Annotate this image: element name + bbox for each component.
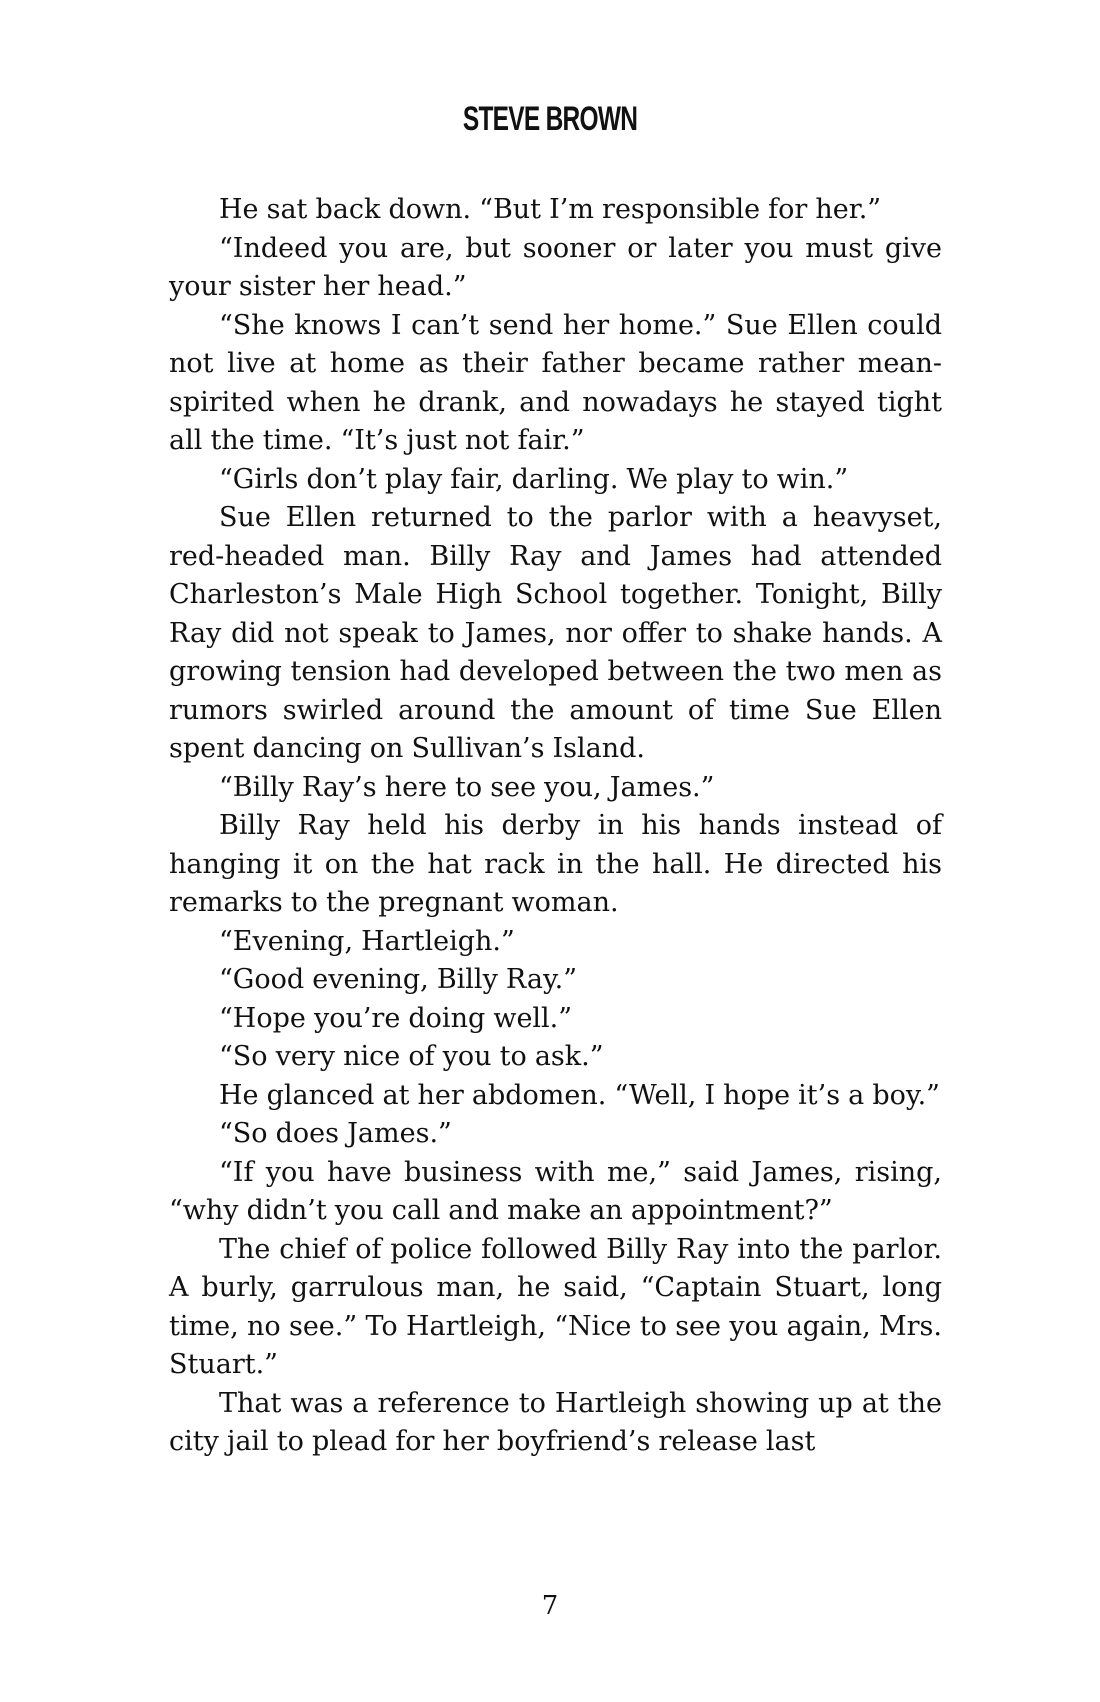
running-header: STEVE BROWN	[462, 100, 638, 138]
paragraph: “Girls don’t play fair, darling. We play to win.”	[219, 463, 849, 495]
paragraph: “So does James.”	[219, 1118, 452, 1149]
paragraph: “Billy Ray’s here to see you, James.”	[219, 771, 715, 803]
paragraph: That was a reference to Hartleigh showing up at the city jail to plead for her boyfriend’s release last	[169, 1387, 942, 1457]
body-text	[169, 191, 942, 1462]
paragraph: Billy Ray held his derby in his hands instead of hanging it on the hat rack in the hall. He directed his remarks to the pregnant woman.	[169, 810, 942, 918]
paragraph: Sue Ellen returned to the parlor with a heavyset, red-headed man. Billy Ray and James had attended Charleston’s Male High School together. Tonight, Billy Ray did not speak to James, nor offer to shake hands. A growing tension had developed between the two men as rumors swirled around the amount of time Sue Ellen spent dancing on Sullivan’s Island.	[169, 502, 942, 764]
paragraph: “Evening, Hartleigh.”	[219, 925, 515, 957]
paragraph: “She knows I can’t send her home.” Sue Ellen could not live at home as their father became rather mean-spirited when he drank, and nowadays he stayed tight all the time. “It’s just not fair.”	[169, 309, 942, 456]
paragraph: He sat back down. “But I’m responsible for her.”	[219, 194, 882, 225]
page-number: 7	[541, 1591, 559, 1621]
paragraph: “If you have business with me,” said James, rising, “why didn’t you call and make an appointment?”	[169, 1156, 942, 1226]
paragraph: “Hope you’re doing well.”	[219, 1002, 573, 1034]
paragraph: The chief of police followed Billy Ray into the parlor. A burly, garrulous man, he said, “Captain Stuart, long time, no see.” To Hartleigh, “Nice to see you again, Mrs. Stuart.”	[169, 1233, 942, 1380]
paragraph: “Indeed you are, but sooner or later you must give your sister her head.”	[169, 232, 942, 302]
paragraph: “Good evening, Billy Ray.”	[219, 964, 578, 995]
paragraph: “So very nice of you to ask.”	[219, 1041, 604, 1072]
paragraph: He glanced at her abdomen. “Well, I hope it’s a boy.”	[219, 1079, 940, 1111]
